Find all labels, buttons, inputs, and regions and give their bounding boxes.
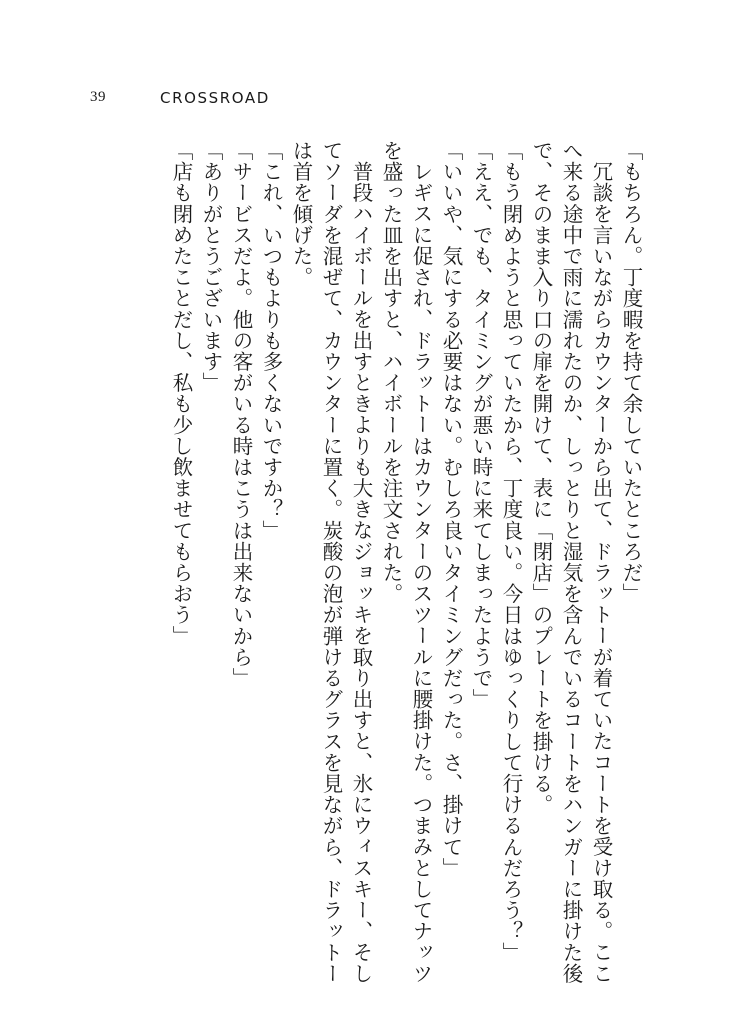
- paragraph-3: 「もう閉めようと思っていたから、丁度良い。今日はゆっくりして行けるんだろう？」: [499, 140, 523, 963]
- paragraph-2: 冗談を言いながらカウンターから出て、ドラットーが着ていたコートを受け取る。ここへ来る途中で雨に濡れたのか、しっとりと湿気を含んでいるコートをハンガーに掛けた後で、そのまま入り口の扉を開けて、表に「閉店」のプレートを掛ける。: [529, 140, 613, 984]
- vertical-body-text: [166, 140, 646, 1000]
- paragraph-6: レギスに促され、ドラットーはカウンターのスツールに腰掛けた。つまみとしてナッツを盛った皿を出すと、ハイボールを注文された。: [379, 140, 433, 984]
- paragraph-4: 「ええ、でも、タイミングが悪い時に来てしまったようで」: [469, 140, 493, 710]
- paragraph-7: 普段ハイボールを出すときよりも大きなジョッキを取り出すと、氷にウィスキー、そしてソーダを混ぜて、カウンターに置く。炭酸の泡が弾けるグラスを見ながら、ドラットーは首を傾げた。: [289, 140, 373, 984]
- paragraph-5: 「いいや、気にする必要はない。むしろ良いタイミングだった。さ、掛けて」: [439, 140, 463, 879]
- running-title: CROSSROAD: [160, 89, 270, 107]
- paragraph-11: 「店も閉めたことだし、私も少し飲ませてもらおう」: [169, 140, 193, 647]
- paragraph-8: 「これ、いつもよりも多くないですか？」: [259, 140, 283, 541]
- paragraph-9: 「サービスだよ。他の客がいる時はこうは出来ないから」: [229, 140, 253, 689]
- paragraph-10: 「ありがとうございます」: [199, 140, 223, 394]
- page-number: 39: [90, 89, 106, 105]
- paragraph-1: 「もちろん。丁度暇を持て余していたところだ」: [619, 140, 643, 605]
